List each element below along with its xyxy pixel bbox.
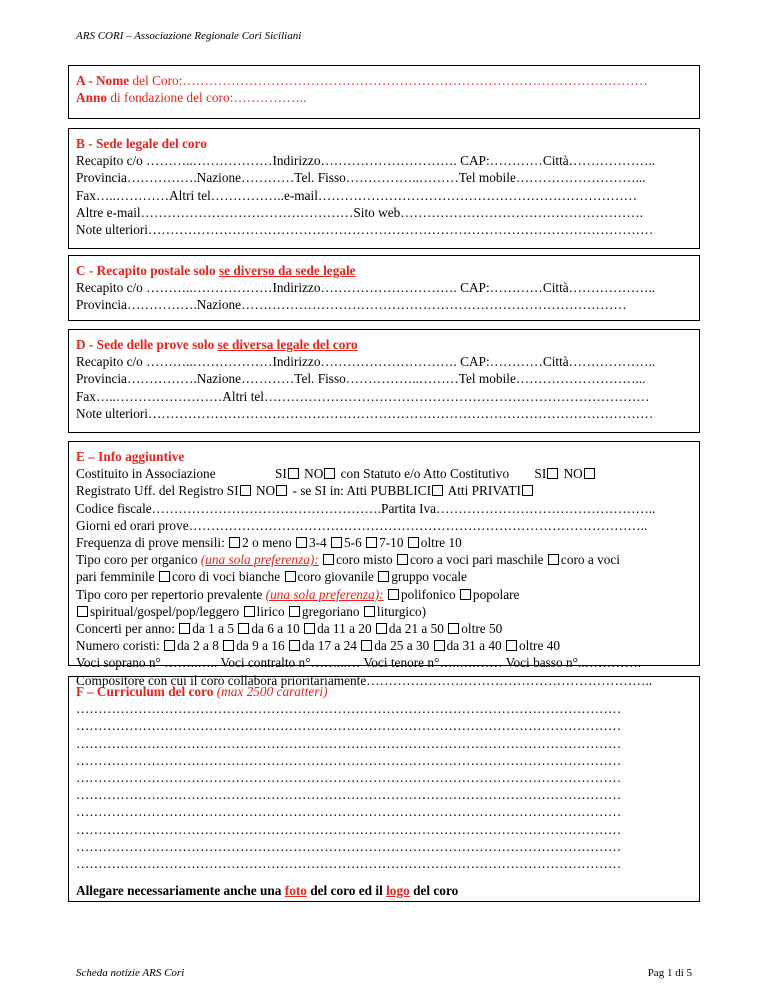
repertorio-label: Tipo coro per repertorio prevalente: [76, 586, 266, 602]
coristi-option: oltre 40: [519, 638, 560, 654]
statuto-no-checkbox[interactable]: [584, 468, 595, 479]
curriculum-line[interactable]: ……………………………………………………………………………………………………………: [76, 838, 622, 854]
e-associazione-row: [76, 465, 692, 482]
codice-fiscale-line[interactable]: Codice fiscale…………………………………………….Partita Iva…………………………………………..: [76, 500, 656, 516]
section-f-limit: (max 2500 caratteri): [216, 684, 328, 699]
section-e: [68, 441, 700, 688]
organico-option: coro di voci bianche: [171, 569, 281, 585]
d-fax-line[interactable]: Fax…..……………………Altri tel……………………………………………………………………………: [76, 388, 650, 404]
organico-option: pari femminile: [76, 569, 155, 585]
frequenza-checkbox[interactable]: [296, 537, 307, 548]
curriculum-line[interactable]: ……………………………………………………………………………………………………………: [76, 856, 622, 872]
coristi-option: da 9 a 16: [236, 638, 285, 654]
section-c-title: [76, 262, 692, 279]
compositore-line[interactable]: Compositore con cui il coro collabora prioritariamente………………………………………………………..: [76, 672, 653, 688]
repertorio-checkbox[interactable]: [77, 606, 88, 617]
statuto-no-label: NO: [563, 466, 583, 482]
repertorio-checkbox[interactable]: [289, 606, 300, 617]
concerti-row: [76, 620, 692, 637]
coro-name-line[interactable]: [76, 72, 692, 89]
organico-checkbox[interactable]: [323, 554, 334, 565]
concerti-option: da 1 a 5: [192, 621, 235, 637]
fondazione-line[interactable]: [76, 89, 692, 106]
registro-si-checkbox[interactable]: [240, 485, 251, 496]
section-c-title-underlined: se diverso da sede legale: [218, 263, 356, 278]
statuto-label: con Statuto e/o Atto Costitutivo: [340, 466, 510, 482]
repertorio-checkbox[interactable]: [244, 606, 255, 617]
label-nome: A - Nome: [76, 73, 130, 88]
concerti-option: da 6 a 10: [251, 621, 300, 637]
organico-checkbox[interactable]: [397, 554, 408, 565]
section-f: [68, 676, 700, 902]
organico-option: coro a voci pari maschile: [409, 552, 544, 568]
statuto-si-checkbox[interactable]: [547, 468, 558, 479]
foto-link: foto: [284, 883, 307, 899]
organico-row-2: [76, 568, 692, 585]
frequenza-option: oltre 10: [420, 535, 462, 551]
frequenza-checkbox[interactable]: [408, 537, 419, 548]
atti-pubblici-label: - se SI in: Atti PUBBLICI: [292, 483, 432, 499]
curriculum-line[interactable]: ……………………………………………………………………………………………………………: [76, 701, 622, 717]
allegare-note: [76, 882, 692, 899]
coristi-checkbox[interactable]: [434, 640, 445, 651]
repertorio-row: [76, 586, 692, 603]
repertorio-checkbox[interactable]: [460, 589, 471, 600]
frequenza-label: Frequenza di prove mensili:: [76, 535, 225, 551]
concerti-label: Concerti per anno:: [76, 621, 175, 637]
organico-option: coro a voci: [560, 552, 620, 568]
frequenza-option: 3-4: [308, 535, 327, 551]
associazione-si-label: SI: [274, 466, 287, 482]
curriculum-line[interactable]: ……………………………………………………………………………………………………………: [76, 787, 622, 803]
curriculum-text-area[interactable]: [76, 700, 692, 872]
coristi-checkbox[interactable]: [164, 640, 175, 651]
logo-link: logo: [386, 883, 410, 899]
associazione-si-checkbox[interactable]: [288, 468, 299, 479]
section-b: [68, 128, 700, 249]
b-note-line[interactable]: Note ulteriori……………………………………………………………………………………………………: [76, 222, 654, 238]
concerti-checkbox[interactable]: [238, 623, 249, 634]
e-registro-row: [76, 482, 692, 499]
c-provincia-line[interactable]: Provincia…………….Nazione……………………………………………………………………………: [76, 297, 627, 313]
concerti-option: da 11 a 20: [317, 621, 372, 637]
organico-checkbox[interactable]: [159, 571, 170, 582]
organico-checkbox[interactable]: [285, 571, 296, 582]
atti-privati-checkbox[interactable]: [522, 485, 533, 496]
organico-row: [76, 551, 692, 568]
organico-checkbox[interactable]: [378, 571, 389, 582]
section-e-title: E – Info aggiuntive: [76, 449, 185, 464]
concerti-checkbox[interactable]: [376, 623, 387, 634]
allegare-text: del coro: [409, 883, 459, 899]
coristi-checkbox[interactable]: [506, 640, 517, 651]
organico-option: gruppo vocale: [391, 569, 467, 585]
footer-right: Pag 1 di 5: [647, 967, 692, 979]
section-a: [68, 65, 700, 119]
curriculum-line[interactable]: ……………………………………………………………………………………………………………: [76, 804, 622, 820]
curriculum-line[interactable]: ……………………………………………………………………………………………………………: [76, 718, 622, 734]
repertorio-checkbox[interactable]: [388, 589, 399, 600]
coristi-checkbox[interactable]: [289, 640, 300, 651]
section-d-title: [76, 336, 692, 353]
section-c: [68, 255, 700, 321]
atti-pubblici-checkbox[interactable]: [432, 485, 443, 496]
registro-no-checkbox[interactable]: [276, 485, 287, 496]
frequenza-option: 2 o meno: [242, 535, 292, 551]
registro-no-label: NO: [255, 483, 276, 499]
repertorio-option: polifonico: [400, 586, 456, 602]
concerti-checkbox[interactable]: [448, 623, 459, 634]
coro-name-field: del Coro:……………………………………………………………………………………………: [129, 73, 648, 88]
coristi-option: da 31 a 40: [446, 638, 502, 654]
b-provincia-line[interactable]: Provincia…………….Nazione…………Tel. Fisso……………..………Tel mobile………………………...: [76, 170, 646, 186]
organico-checkbox[interactable]: [548, 554, 559, 565]
frequenza-option: 5-6: [344, 535, 362, 551]
coristi-option: da 25 a 30: [374, 638, 430, 654]
coristi-checkbox[interactable]: [223, 640, 234, 651]
coristi-option: da 2 a 8: [177, 638, 219, 654]
page-header: ARS CORI – Associazione Regionale Cori Siciliani: [76, 30, 302, 42]
repertorio-option: popolare: [472, 586, 520, 602]
label-anno: Anno: [76, 90, 108, 106]
coristi-option: da 17 a 24: [301, 638, 357, 654]
curriculum-line[interactable]: ……………………………………………………………………………………………………………: [76, 752, 622, 768]
organico-label: Tipo coro per organico: [76, 552, 201, 568]
repertorio-option: spiritual/gospel/pop/leggero: [90, 603, 240, 619]
b-email-line[interactable]: Altre e-mail…………………………………………Sito web……………………………………………….: [76, 204, 643, 220]
b-recapito-line[interactable]: Recapito c/o ………..………………Indirizzo…………………………. CAP:…………Città………………..: [76, 153, 656, 169]
b-fax-line[interactable]: Fax…..…………Altri tel……………..e-mail………………………………………………………………: [76, 187, 638, 203]
concerti-checkbox[interactable]: [304, 623, 315, 634]
atti-privati-label: Atti PRIVATI: [447, 483, 521, 499]
frequenza-row: [76, 534, 692, 551]
associazione-label: Costituito in Associazione: [76, 466, 216, 482]
associazione-no-label: NO: [304, 466, 324, 482]
repertorio-checkbox[interactable]: [364, 606, 375, 617]
curriculum-line[interactable]: ……………………………………………………………………………………………………………: [76, 770, 622, 786]
curriculum-line[interactable]: ……………………………………………………………………………………………………………: [76, 821, 622, 837]
section-f-title: [76, 683, 692, 700]
organico-note: (una sola preferenza):: [200, 552, 319, 568]
organico-option: coro misto: [336, 552, 393, 568]
voci-line[interactable]: Voci soprano n° ……..….. Voci contralto n°……...… Voci tenore n°…..….…… Voci basso n°..………….: [76, 655, 642, 671]
section-c-title-text: C - Recapito postale solo: [76, 263, 219, 278]
organico-option: coro giovanile: [297, 569, 374, 585]
frequenza-checkbox[interactable]: [366, 537, 377, 548]
section-d-title-text: D - Sede delle prove solo: [76, 337, 218, 352]
section-d-title-underlined: se diversa legale del coro: [217, 337, 358, 352]
frequenza-checkbox[interactable]: [229, 537, 240, 548]
section-f-title-text: F – Curriculum del coro: [76, 684, 217, 699]
concerti-checkbox[interactable]: [179, 623, 190, 634]
allegare-text: Allegare necessariamente anche una: [76, 883, 285, 899]
repertorio-option: gregoriano: [301, 603, 360, 619]
concerti-option: oltre 50: [461, 621, 503, 637]
repertorio-note: (una sola preferenza):: [265, 586, 384, 602]
repertorio-option: liturgico): [376, 603, 427, 619]
coristi-checkbox[interactable]: [361, 640, 372, 651]
coristi-row: [76, 637, 692, 654]
c-recapito-line[interactable]: Recapito c/o ………..………………Indirizzo…………………………. CAP:…………Città………………..: [76, 280, 656, 296]
allegare-text: del coro ed il: [306, 883, 387, 899]
frequenza-checkbox[interactable]: [331, 537, 342, 548]
repertorio-row-2: [76, 603, 692, 620]
concerti-option: da 21 a 50: [388, 621, 444, 637]
giorni-prove-line[interactable]: Giorni ed orari prove…………………………………………………………………………………………..: [76, 517, 648, 533]
repertorio-option: lirico: [256, 603, 285, 619]
d-recapito-line[interactable]: Recapito c/o ………..………………Indirizzo…………………………. CAP:…………Città………………..: [76, 354, 656, 370]
registro-label: Registrato Uff. del Registro SI: [76, 483, 239, 499]
coristi-label: Numero coristi:: [76, 638, 160, 654]
fondazione-field: di fondazione del coro:……………..: [107, 90, 307, 106]
d-provincia-line[interactable]: Provincia…………….Nazione…………Tel. Fisso……………..………Tel mobile………………………...: [76, 371, 646, 387]
statuto-si-label: SI: [534, 466, 547, 482]
section-b-title: B - Sede legale del coro: [76, 136, 207, 151]
associazione-no-checkbox[interactable]: [324, 468, 335, 479]
d-note-line[interactable]: Note ulteriori……………………………………………………………………………………………………: [76, 405, 654, 421]
frequenza-option: 7-10: [379, 535, 404, 551]
footer-left: Scheda notizie ARS Cori: [76, 967, 185, 979]
section-d: [68, 329, 700, 433]
curriculum-line[interactable]: ……………………………………………………………………………………………………………: [76, 735, 622, 751]
